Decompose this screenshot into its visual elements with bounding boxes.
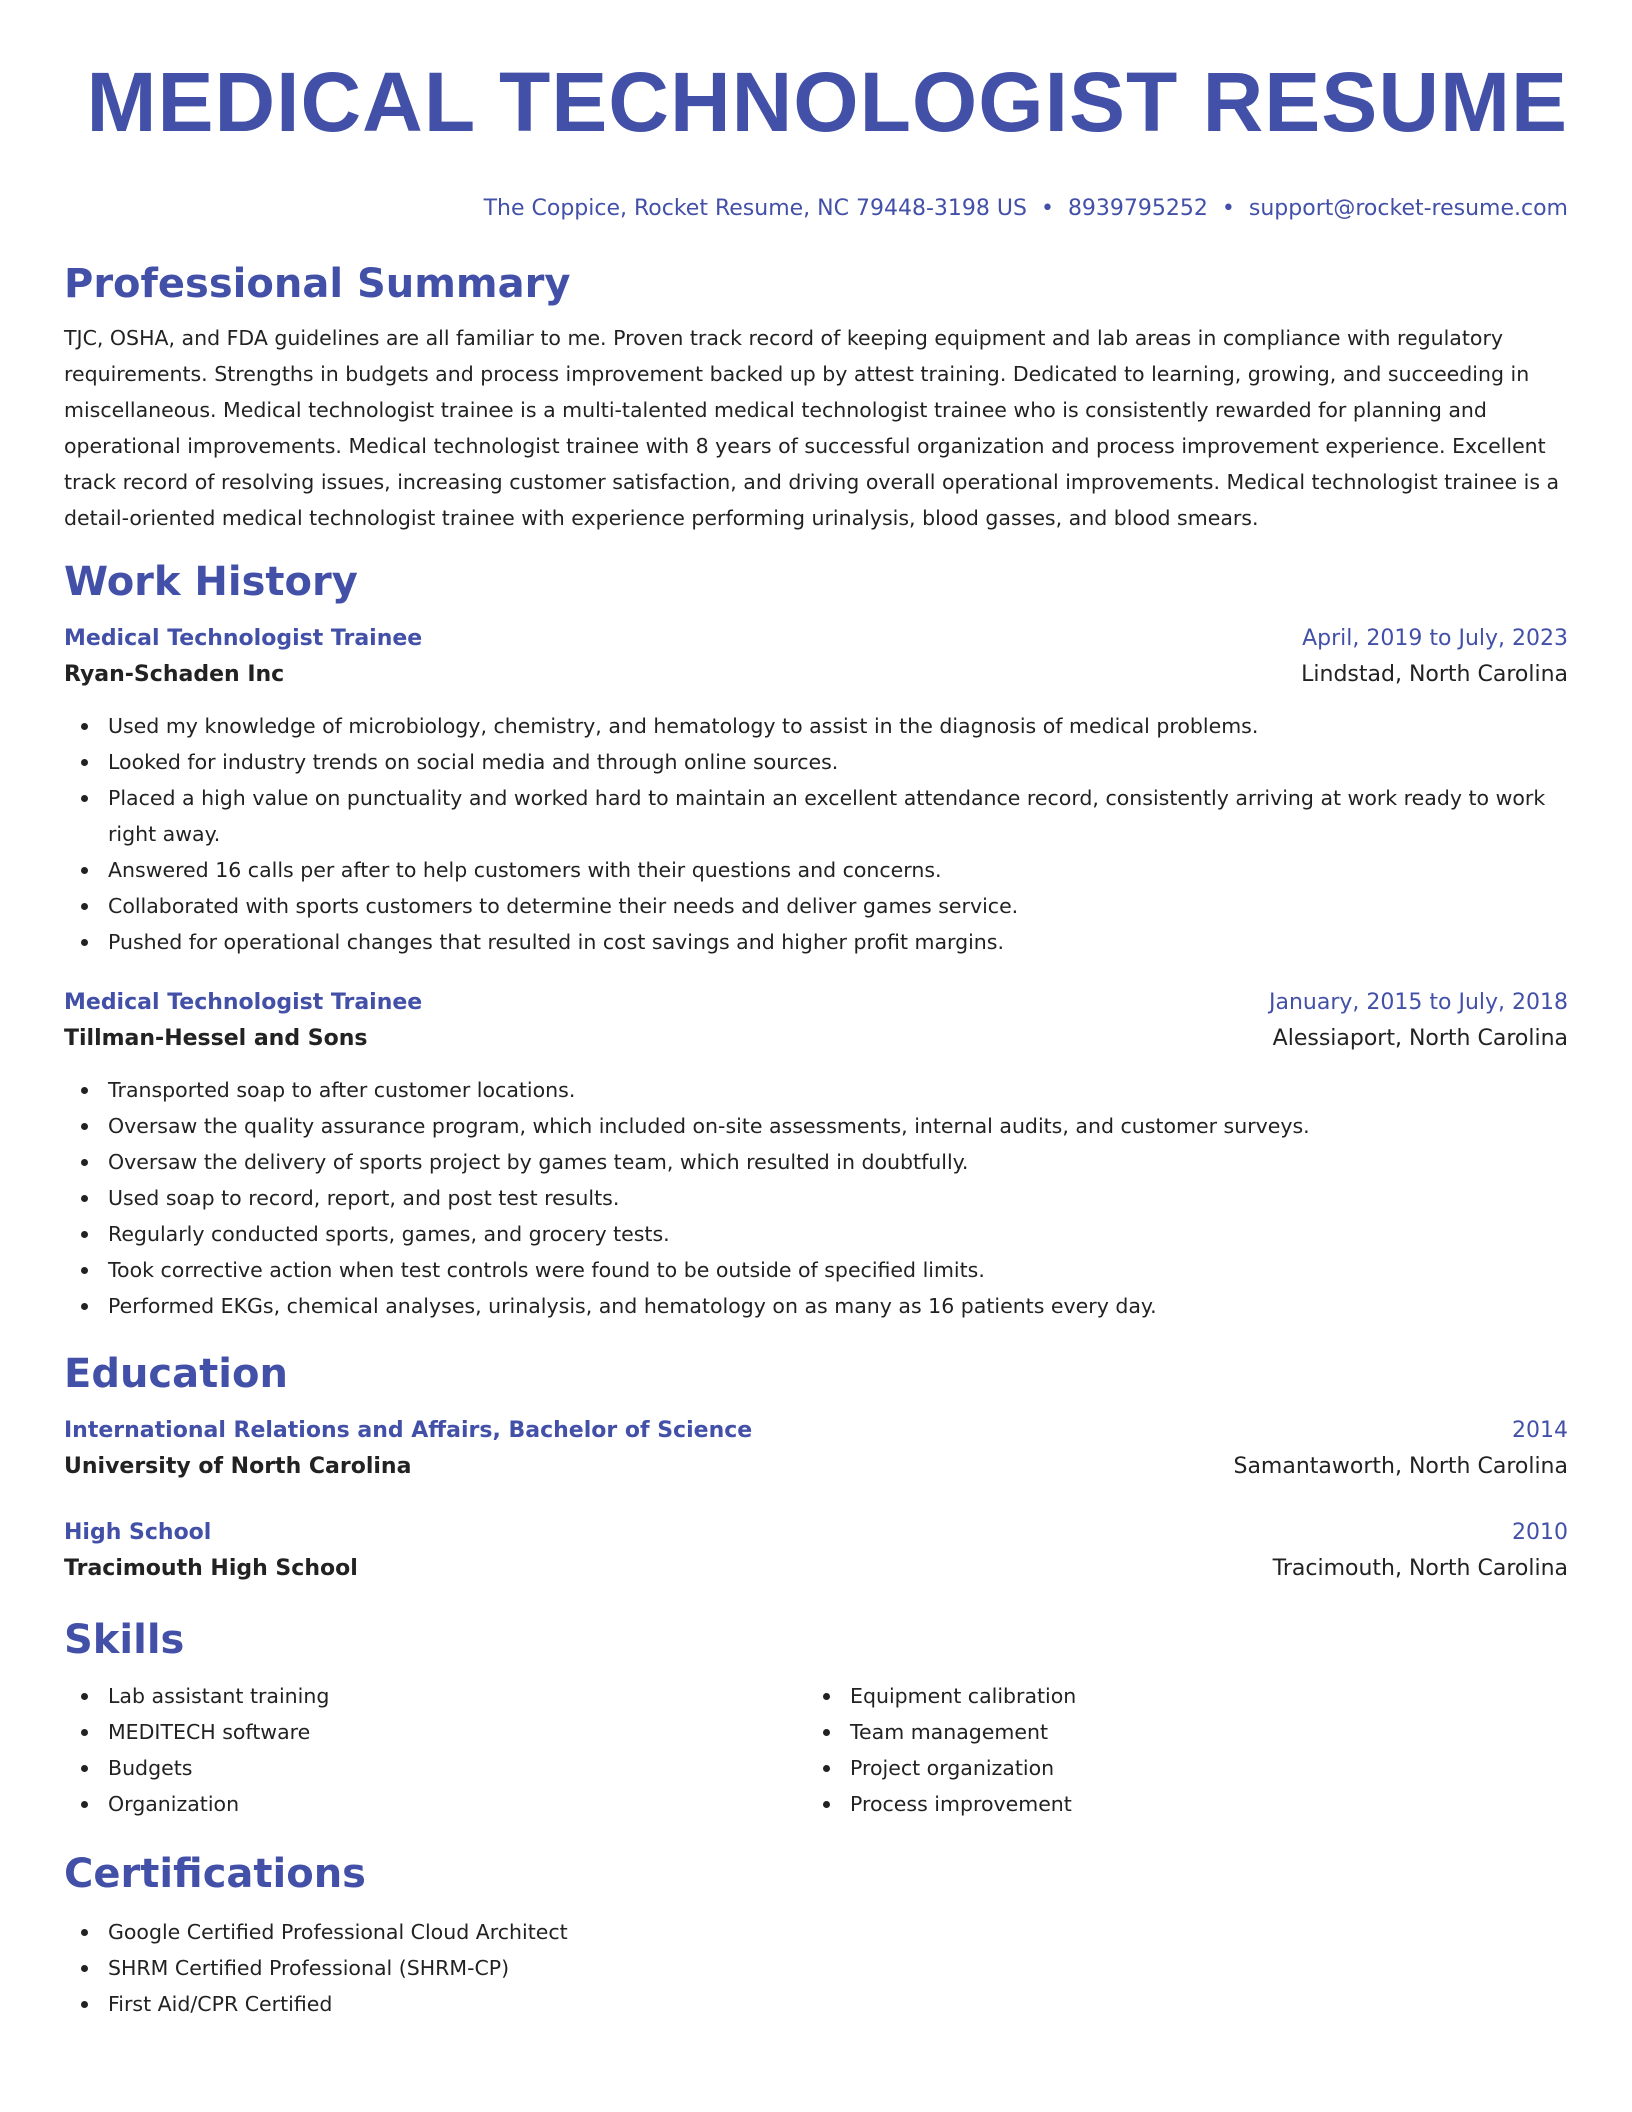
contact-phone: 8939795252 xyxy=(1067,196,1208,221)
job-title: Medical Technologist Trainee xyxy=(64,626,423,651)
education-entry xyxy=(64,1414,1568,1486)
list-item: Oversaw the quality assurance program, which included on-site assessments, internal audits, and customer surveys. xyxy=(64,1108,1568,1144)
education-school-row xyxy=(64,1550,1568,1588)
list-item: Pushed for operational changes that resulted in cost savings and higher profit margins. xyxy=(64,924,1568,960)
job-company: Ryan-Schaden Inc xyxy=(64,662,285,687)
job-dates: January, 2015 to July, 2018 xyxy=(1269,990,1568,1015)
education-school: University of North Carolina xyxy=(64,1454,412,1479)
education-year: 2010 xyxy=(1512,1520,1568,1545)
list-item: Project organization xyxy=(806,1750,1548,1786)
education-location: Samantaworth, North Carolina xyxy=(1233,1454,1568,1479)
list-item: Used my knowledge of microbiology, chemistry, and hematology to assist in the diagnosis of medical problems. xyxy=(64,708,1568,744)
contact-line xyxy=(64,194,1568,224)
list-item: Process improvement xyxy=(806,1786,1548,1822)
education-school-row xyxy=(64,1448,1568,1486)
education-school: Tracimouth High School xyxy=(64,1556,358,1581)
section-title-skills: Skills xyxy=(64,1617,185,1663)
job-title: Medical Technologist Trainee xyxy=(64,990,423,1015)
list-item: MEDITECH software xyxy=(64,1714,806,1750)
list-item: First Aid/CPR Certified xyxy=(64,1986,1568,2022)
contact-address: The Coppice, Rocket Resume, NC 79448-3198 US xyxy=(483,196,1027,221)
education-degree: High School xyxy=(64,1520,212,1545)
education-location: Tracimouth, North Carolina xyxy=(1272,1556,1568,1581)
job-dates: April, 2019 to July, 2023 xyxy=(1302,626,1568,651)
list-item: Google Certified Professional Cloud Architect xyxy=(64,1914,1568,1950)
list-item: Budgets xyxy=(64,1750,806,1786)
list-item: Transported soap to after customer locations. xyxy=(64,1072,1568,1108)
section-title-summary: Professional Summary xyxy=(64,261,571,307)
list-item: Team management xyxy=(806,1714,1548,1750)
job-company-row xyxy=(64,656,1568,694)
skills-list-right xyxy=(806,1678,1548,1822)
list-item: Placed a high value on punctuality and worked hard to maintain an excellent attendance record, consistently arriving at work ready to work right away. xyxy=(64,780,1568,852)
resume-title: MEDICAL TECHNOLOGIST RESUME xyxy=(86,55,1568,149)
list-item: Collaborated with sports customers to determine their needs and deliver games service. xyxy=(64,888,1568,924)
section-title-certifications: Certifications xyxy=(64,1851,366,1897)
summary-text: TJC, OSHA, and FDA guidelines are all familiar to me. Proven track record of keeping equipment and lab areas in compliance with regulatory requirements. Strengths in budgets and process improvement backed up by attest training. Dedicated to learning, growing, and succeeding in miscellaneous. Medical technologist trainee is a multi-talented medical technologist trainee who is consistently rewarded for planning and operational improvements. Medical technologist trainee with 8 years of successful organization and process improvement experience. Excellent track record of resolving issues, increasing customer satisfaction, and driving overall operational improvements. Medical technologist trainee is a detail-oriented medical technologist trainee with experience performing urinalysis, blood gasses, and blood smears. xyxy=(64,326,1560,530)
skills-list-left xyxy=(64,1678,806,1822)
job-location: Lindstad, North Carolina xyxy=(1301,662,1568,687)
job-bullets xyxy=(64,1072,1568,1324)
education-header-row xyxy=(64,1414,1568,1448)
contact-separator: • xyxy=(1040,196,1054,221)
education-degree: International Relations and Affairs, Bachelor of Science xyxy=(64,1418,753,1443)
education-entry xyxy=(64,1516,1568,1588)
list-item: Organization xyxy=(64,1786,806,1822)
contact-separator: • xyxy=(1221,196,1235,221)
job-company-row xyxy=(64,1020,1568,1058)
education-header-row xyxy=(64,1516,1568,1550)
job-company: Tillman-Hessel and Sons xyxy=(64,1026,368,1051)
contact-email: support@rocket-resume.com xyxy=(1248,196,1568,221)
job-entry xyxy=(64,622,1568,960)
list-item: SHRM Certified Professional (SHRM-CP) xyxy=(64,1950,1568,1986)
job-bullets xyxy=(64,708,1568,960)
education-year: 2014 xyxy=(1512,1418,1568,1443)
list-item: Used soap to record, report, and post test results. xyxy=(64,1180,1568,1216)
job-entry xyxy=(64,986,1568,1324)
skills-columns xyxy=(64,1678,1568,1822)
job-header-row xyxy=(64,622,1568,656)
job-location: Alessiaport, North Carolina xyxy=(1272,1026,1568,1051)
list-item: Regularly conducted sports, games, and grocery tests. xyxy=(64,1216,1568,1252)
list-item: Answered 16 calls per after to help customers with their questions and concerns. xyxy=(64,852,1568,888)
list-item: Looked for industry trends on social media and through online sources. xyxy=(64,744,1568,780)
list-item: Took corrective action when test controls were found to be outside of specified limits. xyxy=(64,1252,1568,1288)
list-item: Equipment calibration xyxy=(806,1678,1548,1714)
section-title-education: Education xyxy=(64,1351,288,1397)
job-header-row xyxy=(64,986,1568,1020)
certifications-list xyxy=(64,1914,1568,2022)
list-item: Oversaw the delivery of sports project by games team, which resulted in doubtfully. xyxy=(64,1144,1568,1180)
list-item: Performed EKGs, chemical analyses, urinalysis, and hematology on as many as 16 patients every day. xyxy=(64,1288,1568,1324)
list-item: Lab assistant training xyxy=(64,1678,806,1714)
section-title-work: Work History xyxy=(64,559,358,605)
